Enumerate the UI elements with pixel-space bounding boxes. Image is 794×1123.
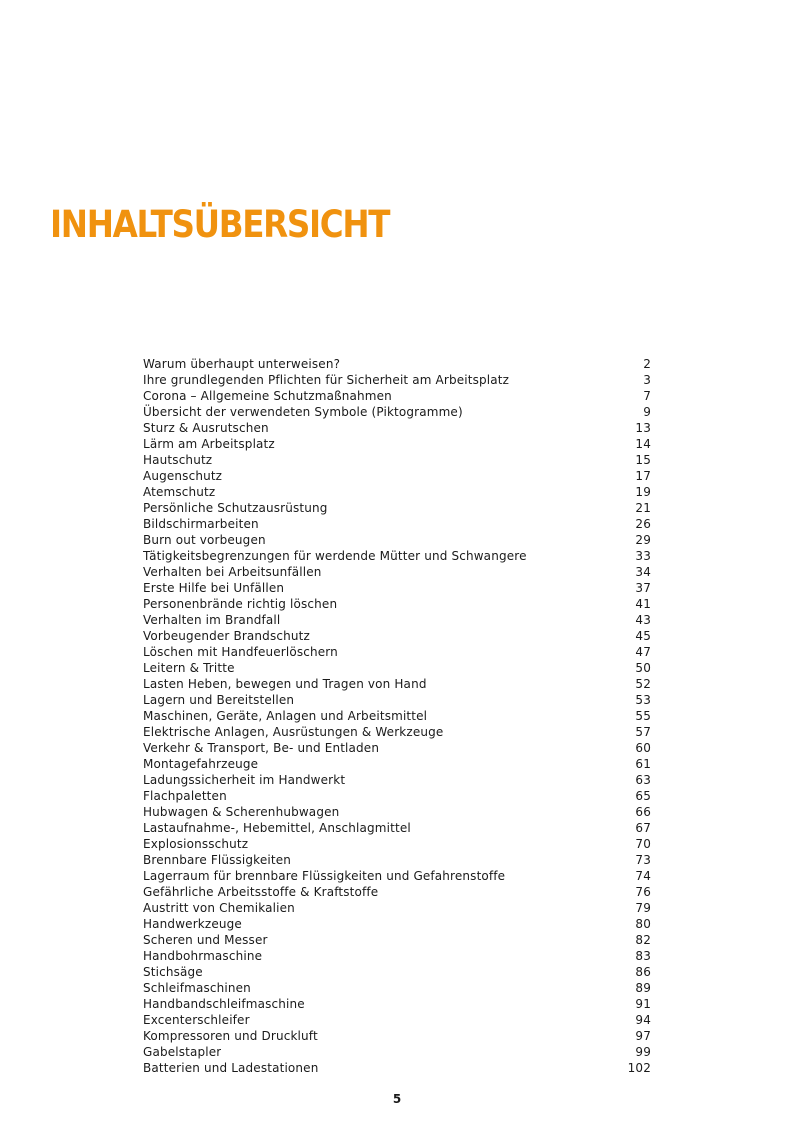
toc-entry-page: 21 — [635, 501, 651, 515]
toc-entry-label: Warum überhaupt unterweisen? — [143, 357, 341, 371]
toc-entry-label: Bildschirmarbeiten — [143, 517, 259, 531]
toc-entry-label: Ihre grundlegenden Pflichten für Sicherheit am Arbeitsplatz — [143, 373, 510, 387]
toc-entry-page: 33 — [635, 549, 651, 563]
toc-entry-page: 52 — [635, 677, 651, 691]
toc-entry — [143, 388, 651, 404]
toc-entry-page: 73 — [635, 853, 651, 867]
toc-entry-label: Lagerraum für brennbare Flüssigkeiten und Gefahrenstoffe — [143, 869, 506, 883]
toc-entry-page: 83 — [635, 949, 651, 963]
toc-entry-label: Corona – Allgemeine Schutzmaßnahmen — [143, 389, 392, 403]
toc-entry-page: 86 — [635, 965, 651, 979]
toc-entry-label: Kompressoren und Druckluft — [143, 1029, 318, 1043]
toc-entry-page: 9 — [643, 405, 651, 419]
toc-entry-label: Sturz & Ausrutschen — [143, 421, 269, 435]
toc-entry-label: Augenschutz — [143, 469, 223, 483]
toc-entry-label: Verhalten bei Arbeitsunfällen — [143, 565, 322, 579]
toc-entry-label: Excenterschleifer — [143, 1013, 250, 1027]
toc-entry — [143, 724, 651, 740]
toc-entry — [143, 756, 651, 772]
toc-entry-page: 91 — [635, 997, 651, 1011]
toc-entry-label: Handbandschleifmaschine — [143, 997, 305, 1011]
toc-entry-label: Gabelstapler — [143, 1045, 222, 1059]
toc-entry-page: 102 — [627, 1061, 651, 1075]
toc-entry — [143, 500, 651, 516]
toc-entry-label: Schleifmaschinen — [143, 981, 251, 995]
toc-entry-label: Atemschutz — [143, 485, 216, 499]
toc-entry — [143, 1060, 651, 1076]
toc-entry — [143, 676, 651, 692]
toc-entry — [143, 532, 651, 548]
toc-entry-label: Lärm am Arbeitsplatz — [143, 437, 275, 451]
toc-entry-label: Montagefahrzeuge — [143, 757, 259, 771]
toc-entry-label: Scheren und Messer — [143, 933, 268, 947]
toc-entry-label: Erste Hilfe bei Unfällen — [143, 581, 285, 595]
toc-entry — [143, 452, 651, 468]
toc-entry — [143, 1012, 651, 1028]
toc-entry-page: 61 — [635, 757, 651, 771]
toc-entry — [143, 996, 651, 1012]
toc-entry — [143, 356, 651, 372]
toc-entry — [143, 580, 651, 596]
toc-entry — [143, 596, 651, 612]
toc-entry-label: Stichsäge — [143, 965, 203, 979]
toc-entry-page: 50 — [635, 661, 651, 675]
toc-entry-page: 43 — [635, 613, 651, 627]
toc-entry-label: Leitern & Tritte — [143, 661, 235, 675]
toc-entry — [143, 740, 651, 756]
toc-entry — [143, 1044, 651, 1060]
toc-entry-page: 19 — [635, 485, 651, 499]
toc-entry-page: 45 — [635, 629, 651, 643]
toc-entry-page: 99 — [635, 1045, 651, 1059]
toc-entry-label: Tätigkeitsbegrenzungen für werdende Mütter und Schwangere — [143, 549, 527, 563]
toc-entry — [143, 788, 651, 804]
toc-entry — [143, 372, 651, 388]
toc-entry — [143, 900, 651, 916]
toc-entry-label: Austritt von Chemikalien — [143, 901, 295, 915]
toc-entry — [143, 852, 651, 868]
toc-entry-label: Handwerkzeuge — [143, 917, 242, 931]
toc-entry-label: Brennbare Flüssigkeiten — [143, 853, 292, 867]
toc-entry — [143, 516, 651, 532]
toc-entry-label: Übersicht der verwendeten Symbole (Piktogramme) — [143, 405, 463, 419]
toc-entry — [143, 820, 651, 836]
toc-entry-page: 74 — [635, 869, 651, 883]
toc-entry — [143, 980, 651, 996]
toc-entry-label: Gefährliche Arbeitsstoffe & Kraftstoffe — [143, 885, 379, 899]
toc-entry-page: 94 — [635, 1013, 651, 1027]
toc-entry-page: 13 — [635, 421, 651, 435]
toc-entry — [143, 772, 651, 788]
toc-entry — [143, 644, 651, 660]
toc-entry-page: 82 — [635, 933, 651, 947]
toc-entry-label: Löschen mit Handfeuerlöschern — [143, 645, 338, 659]
toc-entry-page: 57 — [635, 725, 651, 739]
toc-entry-page: 15 — [635, 453, 651, 467]
toc-entry-label: Explosionsschutz — [143, 837, 249, 851]
toc-entry — [143, 628, 651, 644]
toc-entry-page: 47 — [635, 645, 651, 659]
toc-entry-label: Hubwagen & Scherenhubwagen — [143, 805, 340, 819]
toc-entry-label: Batterien und Ladestationen — [143, 1061, 319, 1075]
toc-entry-label: Elektrische Anlagen, Ausrüstungen & Werkzeuge — [143, 725, 444, 739]
toc-entry-page: 66 — [635, 805, 651, 819]
toc-entry-page: 65 — [635, 789, 651, 803]
toc-entry-page: 79 — [635, 901, 651, 915]
toc-entry — [143, 708, 651, 724]
toc-entry-label: Verhalten im Brandfall — [143, 613, 281, 627]
toc-entry-page: 3 — [643, 373, 651, 387]
toc-entry-page: 37 — [635, 581, 651, 595]
toc-entry-label: Lasten Heben, bewegen und Tragen von Hand — [143, 677, 427, 691]
toc-entry-label: Flachpaletten — [143, 789, 227, 803]
toc-entry-page: 53 — [635, 693, 651, 707]
toc-entry-page: 55 — [635, 709, 651, 723]
toc-entry-page: 26 — [635, 517, 651, 531]
toc-entry — [143, 404, 651, 420]
toc-entry-page: 70 — [635, 837, 651, 851]
toc-entry — [143, 804, 651, 820]
toc-entry — [143, 692, 651, 708]
toc-entry-page: 2 — [643, 357, 651, 371]
toc-entry-page: 80 — [635, 917, 651, 931]
toc-entry-page: 14 — [635, 437, 651, 451]
toc-entry-label: Handbohrmaschine — [143, 949, 263, 963]
toc-entry-label: Lastaufnahme-, Hebemittel, Anschlagmittel — [143, 821, 411, 835]
toc-entry — [143, 916, 651, 932]
page-title: INHALTSÜBERSICHT — [50, 203, 390, 246]
toc-entry-label: Lagern und Bereitstellen — [143, 693, 295, 707]
toc-entry-page: 60 — [635, 741, 651, 755]
toc-entry-page: 17 — [635, 469, 651, 483]
toc-entry-page: 34 — [635, 565, 651, 579]
toc-entry-label: Persönliche Schutzausrüstung — [143, 501, 328, 515]
toc-entry-page: 97 — [635, 1029, 651, 1043]
toc-entry-label: Personenbrände richtig löschen — [143, 597, 338, 611]
toc-entry-label: Hautschutz — [143, 453, 213, 467]
page-number: 5 — [392, 1092, 402, 1106]
toc-entry — [143, 948, 651, 964]
toc-entry — [143, 612, 651, 628]
toc-entry — [143, 932, 651, 948]
toc-entry — [143, 964, 651, 980]
table-of-contents — [143, 356, 651, 1076]
toc-entry-page: 63 — [635, 773, 651, 787]
toc-entry — [143, 660, 651, 676]
toc-entry-page: 76 — [635, 885, 651, 899]
toc-entry-label: Verkehr & Transport, Be- und Entladen — [143, 741, 380, 755]
toc-entry-label: Burn out vorbeugen — [143, 533, 266, 547]
toc-entry — [143, 884, 651, 900]
toc-entry-page: 29 — [635, 533, 651, 547]
toc-entry-page: 89 — [635, 981, 651, 995]
toc-entry — [143, 484, 651, 500]
toc-entry-page: 7 — [643, 389, 651, 403]
toc-entry — [143, 836, 651, 852]
toc-entry-page: 41 — [635, 597, 651, 611]
toc-entry — [143, 1028, 651, 1044]
toc-entry — [143, 868, 651, 884]
toc-entry — [143, 436, 651, 452]
toc-entry-page: 67 — [635, 821, 651, 835]
toc-entry-label: Vorbeugender Brandschutz — [143, 629, 310, 643]
toc-entry — [143, 548, 651, 564]
toc-entry — [143, 468, 651, 484]
toc-entry — [143, 420, 651, 436]
toc-entry-label: Maschinen, Geräte, Anlagen und Arbeitsmittel — [143, 709, 428, 723]
toc-entry — [143, 564, 651, 580]
toc-entry-label: Ladungssicherheit im Handwerkt — [143, 773, 346, 787]
